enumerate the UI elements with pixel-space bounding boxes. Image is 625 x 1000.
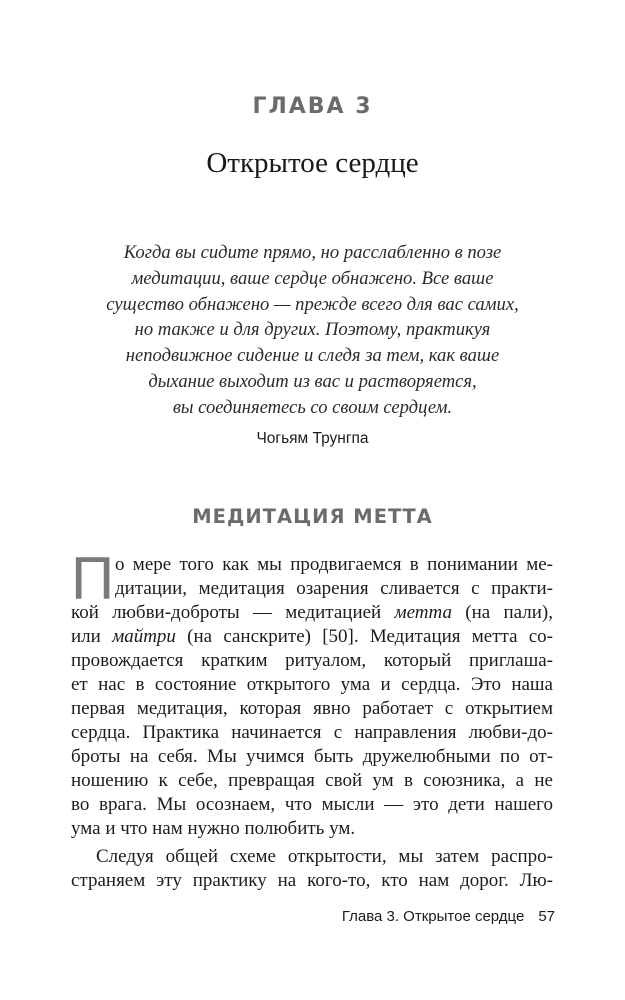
body-line: или майтри (на санскрите) [50]. Медитация метта со- [71, 626, 554, 647]
body-line: сердца. Практика начинается с направления любви-до- [71, 722, 553, 743]
epigraph-line: неподвижное сидение и следя за тем, как ваше [125, 345, 500, 367]
body-line: ет нас в состояние открытого ума и сердца. Это наша [71, 674, 553, 695]
body-line: ума и что нам нужно полюбить ум. [71, 818, 356, 839]
chapter-label: ГЛАВА 3 [252, 94, 373, 119]
drop-cap: П [71, 545, 115, 612]
body-line: кой любви-доброты — медитацией метта (на пали), [71, 602, 553, 623]
epigraph-line: Когда вы сидите прямо, но расслабленно в позе [123, 242, 502, 263]
section-title: МЕДИТАЦИЯ МЕТТА [192, 505, 433, 528]
epigraph-author: Чогьям Трунгпа [256, 430, 369, 447]
body-line: во врага. Мы осознаем, что мысли — это дети нашего [71, 794, 553, 815]
body-line: ношению к себе, превращая свой ум в союзника, а не [71, 770, 553, 791]
body-line: провождается кратким ритуалом, который приглаша- [71, 650, 553, 671]
running-title: Глава 3. Открытое сердце [341, 908, 525, 925]
body-line: страняем эту практику на кого-то, кто нам дорог. Лю- [71, 870, 553, 891]
body-line: о мере того как мы продвигаемся в понимании ме- [115, 554, 553, 575]
epigraph [70, 240, 555, 421]
epigraph-line: но также и для других. Поэтому, практикуя [134, 319, 491, 341]
body-line: дитации, медитация озарения сливается с практи- [115, 578, 553, 599]
body-line: броты на себя. Мы учимся быть дружелюбными по от- [71, 746, 553, 767]
page-number: 57 [538, 908, 555, 925]
epigraph-line: медитации, ваше сердце обнажено. Все ваше [131, 267, 494, 289]
epigraph-line: дыхание выходит из вас и растворяется, [148, 370, 477, 392]
epigraph-line: вы соединяетесь со своим сердцем. [172, 396, 453, 418]
body-line: Следуя общей схеме открытости, мы затем распро- [96, 846, 553, 867]
body-line: первая медитация, которая явно работает с открытием [71, 698, 553, 719]
chapter-title: Открытое сердце [206, 147, 419, 179]
epigraph-line: существо обнажено — прежде всего для вас самих, [106, 293, 519, 315]
page-footer [0, 908, 555, 925]
